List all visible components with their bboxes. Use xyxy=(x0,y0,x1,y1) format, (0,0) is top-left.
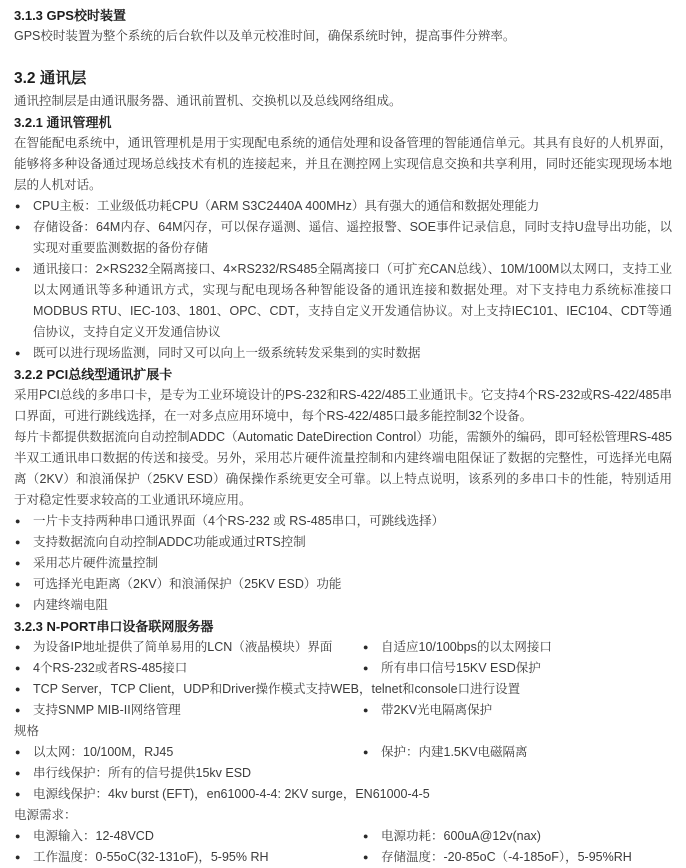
bullet-icon: ● xyxy=(15,705,21,715)
bullet-text: 内建终端电阻 xyxy=(33,598,109,612)
bullet-icon: ● xyxy=(15,831,21,841)
feature-row-1 xyxy=(14,637,672,658)
bullet-item-card-two-serial xyxy=(14,511,672,532)
bullet-icon: ● xyxy=(15,558,21,568)
bullet-icon: ● xyxy=(363,642,369,652)
bullet-icon: ● xyxy=(15,789,21,799)
bullet-text: 所有串口信号15KV ESD保护 xyxy=(381,661,541,675)
bullet-text: 保护：内建1.5KV电磁隔离 xyxy=(381,745,528,759)
bullet-item-ethernet-spec xyxy=(14,742,362,763)
bullet-item-serial-protection xyxy=(14,763,672,784)
bullet-item-addc-rts xyxy=(14,532,672,553)
bullet-icon: ● xyxy=(363,831,369,841)
power-requirement-label: 电源需求： xyxy=(14,808,77,822)
bullet-icon: ● xyxy=(363,705,369,715)
para-pci-card-2: 每片卡都提供数据流向自动控制ADDC（Automatic DateDirection Control）功能，需额外的编码，即可轻松管理RS-485半双工通讯串口数据的传送和接受。另外，采用芯片硬件流量控制和内建终端电阻保证了数据的完整性，可选择光电隔离（2KV）和浪涌保护（25KV ESD）确保操作系统更安全可靠。以上特点说明，该系列的多串口卡的性能，特别适用于对稳定性要求较高的工业通讯环境应用。 xyxy=(14,430,672,507)
bullet-icon: ● xyxy=(15,747,21,757)
bullet-item-lcn xyxy=(14,637,362,658)
bullet-text: TCP Server，TCP Client，UDP和Driver操作模式支持WEB，telnet和console口进行设置 xyxy=(33,682,521,696)
bullet-icon: ● xyxy=(15,516,21,526)
bullet-text: 一片卡支持两种串口通讯界面（4个RS-232 或 RS-485串口，可跳线选择） xyxy=(33,514,445,528)
bullet-list-321 xyxy=(14,196,672,364)
bullet-text: 电源功耗：600uA@12v(nax) xyxy=(381,829,541,843)
bullet-item-protection-spec xyxy=(362,742,672,763)
bullet-item-isolation-surge xyxy=(14,574,672,595)
bullet-icon: ● xyxy=(15,663,21,673)
bullet-text: 可选择光电距离（2KV）和浪涌保护（25KV ESD）功能 xyxy=(33,577,342,591)
bullet-icon: ● xyxy=(15,684,21,694)
heading-3-2-1: 3.2.1 通讯管理机 xyxy=(14,115,112,130)
bullet-text: 电源输入：12-48VCD xyxy=(33,829,154,843)
feature-row-2 xyxy=(14,658,672,679)
bullet-item-snmp xyxy=(14,700,362,721)
heading-3-1-3: 3.1.3 GPS校时装置 xyxy=(14,8,126,23)
bullet-item-esd xyxy=(362,658,672,679)
bullet-icon: ● xyxy=(15,201,21,211)
spec-label: 规格 xyxy=(14,724,40,738)
bullet-item-storage xyxy=(14,217,672,259)
bullet-text: 带2KV光电隔离保护 xyxy=(381,703,493,717)
bullet-item-monitor-forward xyxy=(14,343,672,364)
para-gps: GPS校时装置为整个系统的后台软件以及单元校准时间，确保系统时钟，提高事件分辨率。 xyxy=(14,29,516,43)
bullet-icon: ● xyxy=(15,768,21,778)
bullet-icon: ● xyxy=(363,852,369,862)
bullet-icon: ● xyxy=(15,642,21,652)
bullet-icon: ● xyxy=(363,747,369,757)
bullet-text: 既可以进行现场监测，同时又可以向上一级系统转发采集到的实时数据 xyxy=(33,346,421,360)
bullet-icon: ● xyxy=(15,264,21,274)
power-row-2 xyxy=(14,847,672,868)
bullet-item-terminal-resistor xyxy=(14,595,672,616)
bullet-text: 存储温度：-20-85oC（-4-185oF），5-95%RH xyxy=(381,850,632,864)
para-comm-manager: 在智能配电系统中，通讯管理机是用于实现配电系统的通信处理和设备管理的智能通信单元。其具有良好的人机界面，能够将多种设备通过现场总线技术有机的连接起来，并且在测控网上实现信息交换和共享利用，同时还能实现现场本地层的人机对话。 xyxy=(14,136,672,192)
bullet-text: 电源线保护：4kv burst (EFT)，en61000-4-4: 2KV surge，EN61000-4-5 xyxy=(33,787,430,801)
bullet-item-power-consumption xyxy=(362,826,672,847)
bullet-text: 支持数据流向自动控制ADDC功能或通过RTS控制 xyxy=(33,535,306,549)
bullet-icon: ● xyxy=(15,222,21,232)
bullet-icon: ● xyxy=(363,663,369,673)
feature-row-3 xyxy=(14,700,672,721)
bullet-list-322 xyxy=(14,511,672,616)
bullet-text: 4个RS-232或者RS-485接口 xyxy=(33,661,188,675)
para-pci-card-1: 采用PCI总线的多串口卡，是专为工业环境设计的PS-232和RS-422/485工业通讯卡。它支持4个RS-232或RS-422/485串口界面，可进行跳线选择，在一对多点应用环境中，每个RS-422/485口最多能控制32个设备。 xyxy=(14,388,672,423)
spec-row-1 xyxy=(14,742,672,763)
bullet-text: 串行线保护：所有的信号提供15kv ESD xyxy=(33,766,252,780)
bullet-item-ethernet-auto xyxy=(362,637,672,658)
bullet-text: 工作温度：0-55oC(32-131oF)，5-95% RH xyxy=(33,850,269,864)
bullet-item-2kv-isolation xyxy=(362,700,672,721)
bullet-icon: ● xyxy=(15,579,21,589)
bullet-item-tcp-modes xyxy=(14,679,672,700)
bullet-text: 为设备IP地址提供了简单易用的LCN（液晶模块）界面 xyxy=(33,640,333,654)
bullet-item-comm-interface xyxy=(14,259,672,343)
bullet-text: 自适应10/100bps的以太网接口 xyxy=(381,640,552,654)
bullet-item-power-input xyxy=(14,826,362,847)
bullet-text: 采用芯片硬件流量控制 xyxy=(33,556,159,570)
bullet-text: 以太网：10/100M，RJ45 xyxy=(33,745,174,759)
bullet-icon: ● xyxy=(15,600,21,610)
bullet-text: 通讯接口：2×RS232全隔离接口、4×RS232/RS485全隔离接口（可扩充CAN总线）、10M/100M以太网口，支持工业以太网通讯等多种通讯方式，实现与配电现场各种智能设备的通讯连接和数据处理。对下支持电力系统标准接口MODBUS RTU、IEC-103、1801、OPC、CDT，支持自定义开发通信协议。对上支持IEC101、IEC104、CDT等通信协议，支持自定义开发通信协议 xyxy=(33,262,672,339)
bullet-item-power-line-protection xyxy=(14,784,672,805)
bullet-icon: ● xyxy=(15,537,21,547)
bullet-item-ports xyxy=(14,658,362,679)
bullet-icon: ● xyxy=(15,348,21,358)
bullet-text: 支持SNMP MIB-II网络管理 xyxy=(33,703,181,717)
bullet-item-working-temp xyxy=(14,847,362,868)
power-row-1 xyxy=(14,826,672,847)
bullet-text: 存储设备：64M内存、64M闪存，可以保存遥测、遥信、遥控报警、SOE事件记录信息，同时支持U盘导出功能，以实现对重要监测数据的备份存储 xyxy=(33,220,672,255)
heading-3-2-3: 3.2.3 N-PORT串口设备联网服务器 xyxy=(14,619,214,634)
bullet-text: CPU主板：工业级低功耗CPU（ARM S3C2440A 400MHz）具有强大的通信和数据处理能力 xyxy=(33,199,540,213)
bullet-item-hw-flow-control xyxy=(14,553,672,574)
bullet-item-cpu xyxy=(14,196,672,217)
para-comm-layer: 通讯控制层是由通讯服务器、通讯前置机、交换机以及总线网络组成。 xyxy=(14,94,402,108)
bullet-icon: ● xyxy=(15,852,21,862)
bullet-item-storage-temp xyxy=(362,847,672,868)
heading-3-2-2: 3.2.2 PCI总线型通讯扩展卡 xyxy=(14,367,173,382)
heading-3-2: 3.2 通讯层 xyxy=(14,70,87,87)
